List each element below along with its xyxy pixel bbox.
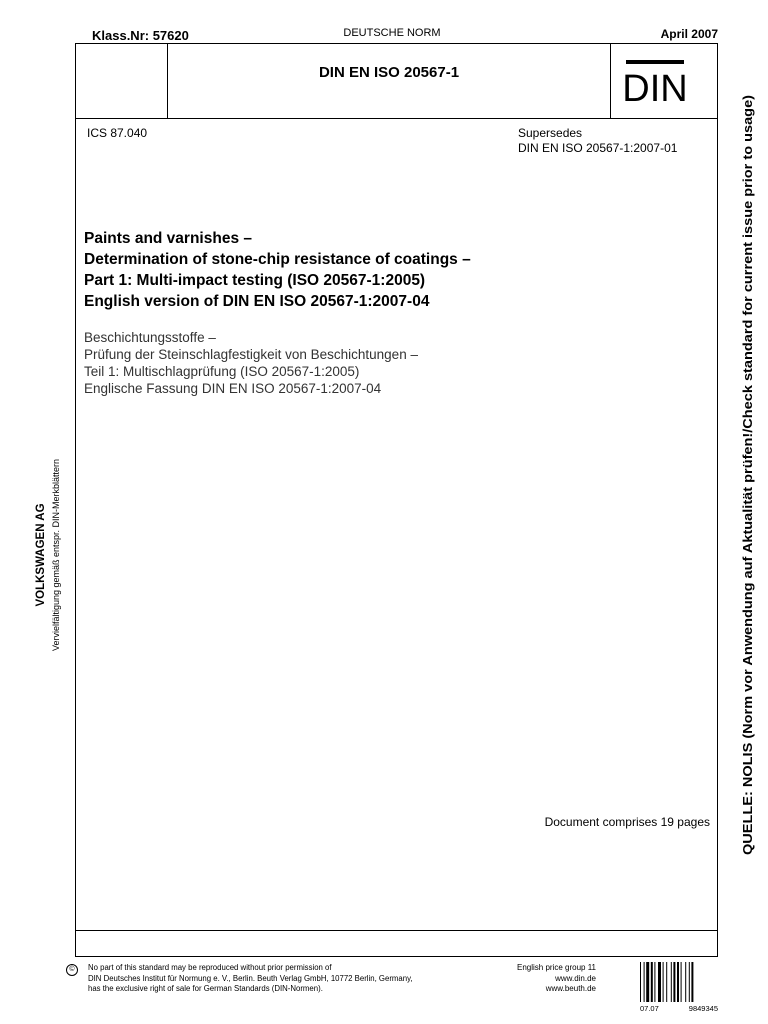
copyright-icon: © — [66, 964, 78, 976]
english-title-line: Paints and varnishes – — [84, 230, 252, 247]
barcode-bar — [691, 962, 693, 1002]
barcode-bar — [663, 962, 664, 1002]
din-logo-text: DIN — [622, 68, 688, 108]
supersedes-label: Supersedes — [518, 126, 583, 140]
german-title-line: Englische Fassung DIN EN ISO 20567-1:2007-04 — [84, 381, 382, 396]
left-stamp-line1: VOLKSWAGEN AG — [35, 503, 47, 607]
ics-code: ICS 87.040 — [87, 126, 148, 140]
barcode-code-left: 07.07 — [640, 1004, 659, 1013]
left-side-stamp — [22, 435, 70, 675]
english-title — [84, 228, 704, 312]
english-title-line: Part 1: Multi-impact testing (ISO 20567-1:2005) — [84, 272, 426, 289]
barcode — [640, 962, 718, 1002]
german-title — [84, 329, 704, 397]
english-title-line: Determination of stone-chip resistance of coatings – — [84, 251, 471, 268]
barcode-code-right: 9849345 — [688, 1004, 718, 1013]
german-title-line: Prüfung der Steinschlagfestigkeit von Beschichtungen – — [84, 347, 418, 362]
legal-line: has the exclusive right of sale for German Standards (DIN-Normen). — [88, 984, 323, 993]
left-stamp-line2: Vervielfältigung gemäß entspr. DIN-Merkblättern — [51, 458, 61, 652]
barcode-bar — [681, 962, 682, 1002]
right-side-note — [730, 90, 766, 860]
barcode-bar — [646, 962, 649, 1002]
supersedes-value: DIN EN ISO 20567-1:2007-01 — [518, 141, 678, 155]
barcode-bar — [689, 962, 690, 1002]
barcode-bar — [666, 962, 667, 1002]
price-block — [440, 963, 596, 995]
english-title-line: English version of DIN EN ISO 20567-1:2007-04 — [84, 293, 430, 310]
klass-number: Klass.Nr: 57620 — [92, 28, 189, 43]
legal-line: No part of this standard may be reproduced without prior permission of — [88, 963, 332, 972]
document-number: DIN EN ISO 20567-1 — [318, 64, 460, 81]
header-divider — [75, 118, 718, 119]
source-note-text: QUELLE: NOLIS (Norm vor Anwendung auf Aktualität prüfen!/Check standard for current issue prior to usage) — [740, 175, 755, 855]
barcode-bar — [671, 962, 672, 1002]
barcode-bar — [654, 962, 655, 1002]
legal-line: DIN Deutsches Institut für Normung e. V., Berlin. Beuth Verlag GmbH, 10772 Berlin, Germany, — [88, 973, 413, 983]
german-title-line: Beschichtungsstoffe – — [84, 330, 216, 345]
barcode-bar — [685, 962, 686, 1002]
header-right-divider — [610, 43, 611, 118]
legal-notice — [88, 963, 488, 995]
norm-type: DEUTSCHE NORM — [343, 27, 441, 39]
website-din[interactable]: www.din.de — [555, 973, 596, 983]
barcode-bar — [640, 962, 641, 1002]
barcode-bar — [658, 962, 661, 1002]
price-group: English price group 11 — [516, 963, 596, 972]
barcode-bar — [677, 962, 679, 1002]
footer-divider — [75, 930, 718, 931]
din-logo — [622, 58, 688, 108]
supersedes-block — [518, 126, 677, 156]
barcode-bar — [651, 962, 653, 1002]
barcode-bar — [644, 962, 645, 1002]
barcode-bar — [673, 962, 675, 1002]
german-title-line: Teil 1: Multischlagprüfung (ISO 20567-1:2005) — [84, 364, 360, 379]
issue-date: April 2007 — [660, 27, 718, 41]
website-beuth[interactable]: www.beuth.de — [545, 984, 596, 993]
page-count-note: Document comprises 19 pages — [544, 815, 710, 829]
